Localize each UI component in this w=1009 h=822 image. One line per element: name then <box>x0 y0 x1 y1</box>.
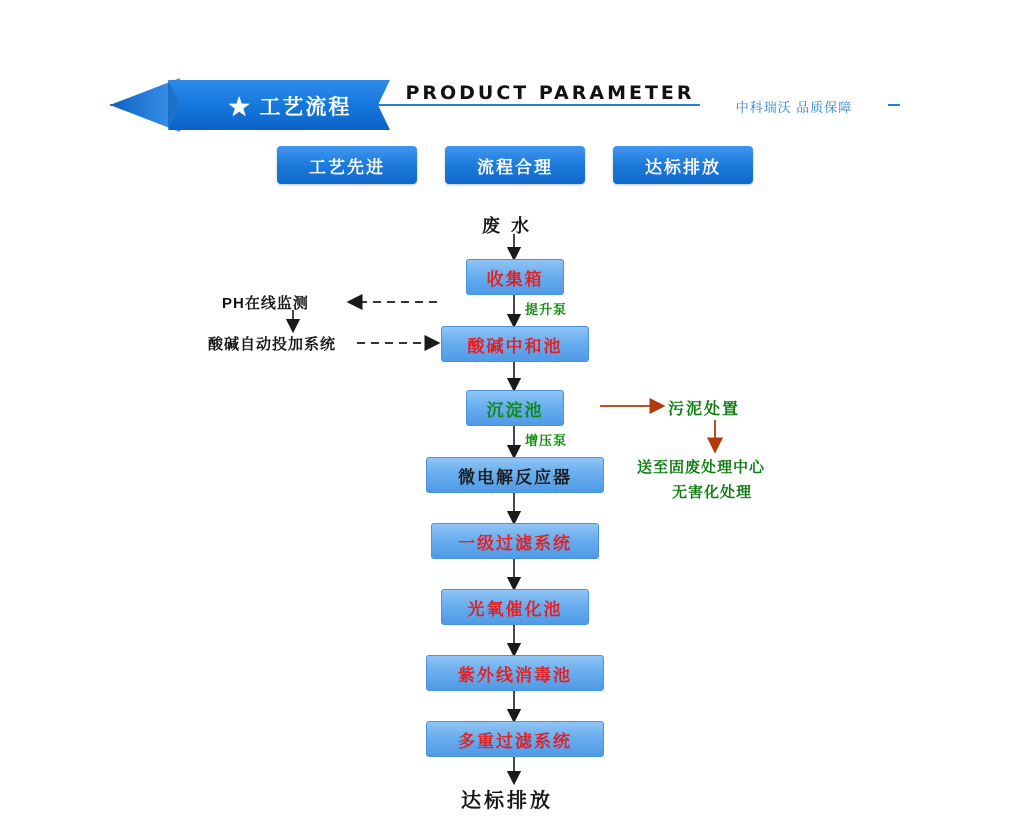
flow-node-sedimentation-tank: 沉淀池 <box>466 390 564 426</box>
page-header <box>0 38 1009 119</box>
sludge-note-line1: 送至固废处理中心 <box>637 459 766 476</box>
feature-pill-discharge: 达标排放 <box>613 146 753 184</box>
flow-outlet-label: 达标排放 <box>461 790 553 812</box>
flow-node-primary-filtration-system: 一级过滤系统 <box>431 523 599 559</box>
flow-node-collection-tank: 收集箱 <box>466 259 564 295</box>
pump-label-lift-pump: 提升泵 <box>525 302 568 317</box>
feature-pill-advanced: 工艺先进 <box>277 146 417 184</box>
flow-node-micro-electrolysis-reactor: 微电解反应器 <box>426 457 604 493</box>
flow-node-multistage-filtration-system: 多重过滤系统 <box>426 721 604 757</box>
flow-node-uv-disinfection-tank: 紫外线消毒池 <box>426 655 604 691</box>
side-label-dosing-system: 酸碱自动投加系统 <box>208 336 337 353</box>
sludge-note-line2: 无害化处理 <box>672 484 753 501</box>
banner-label: ★ 工艺流程 <box>228 96 352 119</box>
sludge-disposal-label: 污泥处置 <box>668 401 741 418</box>
header-subtitle: 中科瑞沃 品质保障 <box>700 95 888 118</box>
flow-node-neutralization-tank: 酸碱中和池 <box>441 326 589 362</box>
flow-node-photooxidation-tank: 光氧催化池 <box>441 589 589 625</box>
side-label-ph-monitor: PH在线监测 <box>222 295 309 312</box>
feature-pill-reasonable: 流程合理 <box>445 146 585 184</box>
flow-inlet-label: 废 水 <box>482 216 533 236</box>
page-title: PRODUCT PARAMETER <box>405 82 695 104</box>
pump-label-booster-pump: 增压泵 <box>525 433 568 448</box>
